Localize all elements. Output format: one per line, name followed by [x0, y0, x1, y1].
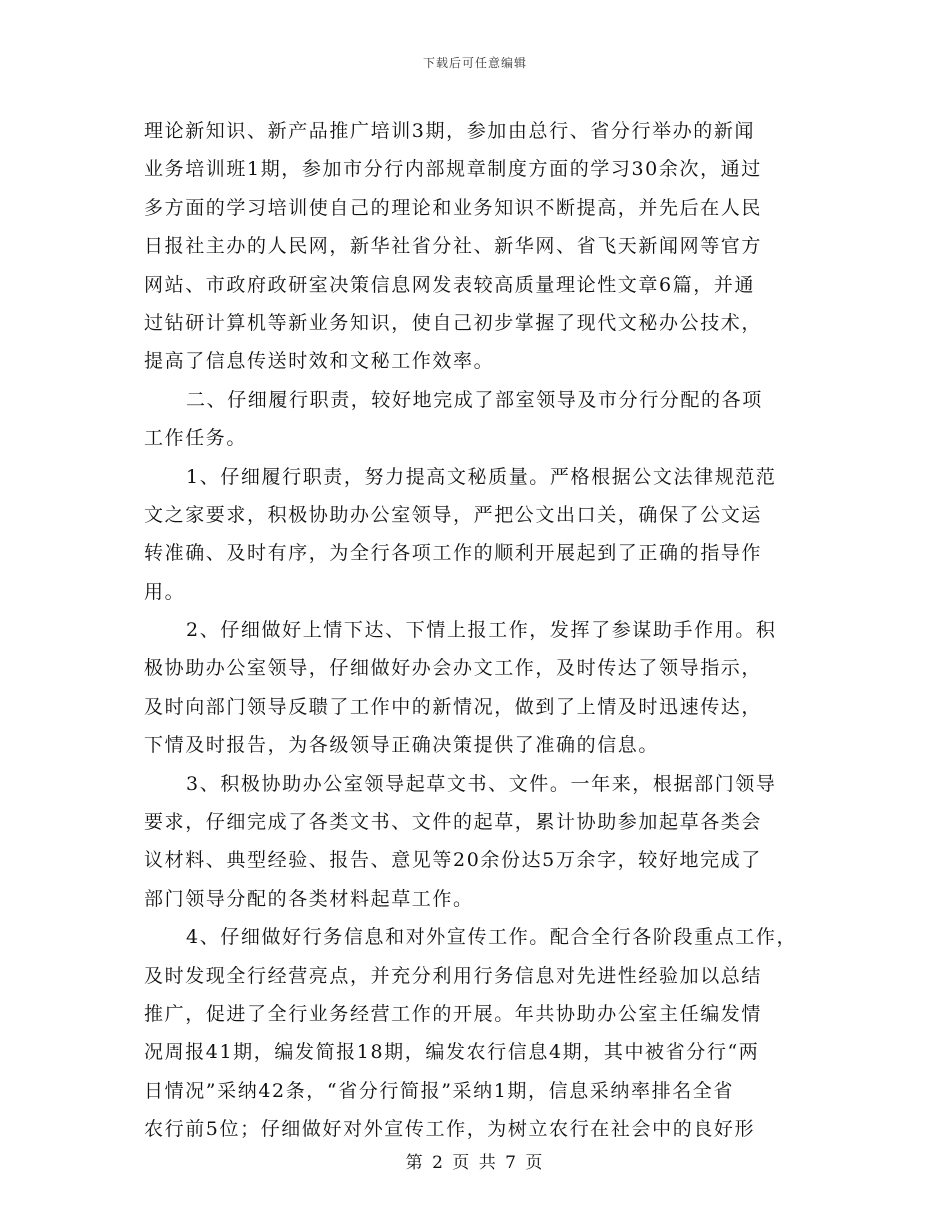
- section-heading-line: 二、仔细履行职责，较好地完成了部室领导及市分行分配的各项: [186, 388, 763, 411]
- text-line: 议材料、典型经验、报告、意见等20余份达5万余字，较好地完成了: [144, 849, 762, 872]
- text-line: 及时发现全行经营亮点，并充分利用行务信息对先进性经验加以总结: [144, 964, 763, 987]
- text-line: 理论新知识、新产品推广培训3期，参加由总行、省分行举办的新闻: [144, 120, 756, 142]
- paragraph-start-line: 4、仔细做好行务信息和对外宣传工作。配合全行各阶段重点工作，: [186, 926, 798, 949]
- paragraph-start-line: 2、仔细做好上情下达、下情上报工作，发挥了参谋助手作用。积: [186, 619, 777, 642]
- text-line: 极协助办公室领导，仔细做好办会办文工作，及时传达了领导指示，: [144, 657, 763, 680]
- document-body: [144, 112, 824, 1149]
- text-line: 日报社主办的人民网，新华社省分社、新华网、省飞天新闻网等官方: [144, 235, 763, 258]
- text-line: 工作任务。: [144, 427, 248, 450]
- text-line: 提高了信息传送时效和文秘工作效率。: [144, 350, 495, 373]
- text-line: 多方面的学习培训使自己的理论和业务知识不断提高，并先后在人民: [144, 196, 763, 219]
- text-line: 用。: [144, 580, 186, 603]
- text-line: 网站、市政府政研室决策信息网发表较高质量理论性文章6篇，并通: [144, 273, 756, 296]
- text-line: 过钻研计算机等新业务知识，使自己初步掌握了现代文秘办公技术，: [144, 311, 763, 334]
- text-line: 业务培训班1期，参加市分行内部规章制度方面的学习30余次，通过: [144, 158, 762, 181]
- page-number-footer: 第 2 页 共 7 页: [405, 1153, 545, 1173]
- text-line: 部门领导分配的各类材料起草工作。: [144, 887, 474, 910]
- paragraph-start-line: 1、仔细履行职责，努力提高文秘质量。严格根据公文法律规范范: [186, 465, 777, 488]
- text-line: 况周报41期，编发简报18期，编发农行信息4期，其中被省分行“两: [144, 1041, 760, 1064]
- text-line: 推广，促进了全行业务经营工作的开展。年共协助办公室主任编发情: [144, 1002, 763, 1025]
- text-line: 日情况”采纳42条，“省分行简报”采纳1期，信息采纳率排名全省: [144, 1079, 735, 1102]
- paragraph-start-line: 3、积极协助办公室领导起草文书、文件。一年来，根据部门领导: [186, 772, 777, 795]
- text-line: 下情及时报告，为各级领导正确决策提供了准确的信息。: [144, 734, 660, 757]
- text-line: 要求，仔细完成了各类文书、文件的起草，累计协助参加起草各类会: [144, 811, 763, 834]
- text-line: 农行前5位；仔细做好对外宣传工作，为树立农行在社会中的良好形: [144, 1118, 756, 1141]
- text-line: 及时向部门领导反聩了工作中的新情况，做到了上情及时迅速传达，: [144, 695, 763, 718]
- header-note: 下载后可任意编辑: [422, 56, 527, 70]
- text-line: 文之家要求，积极协助办公室领导，严把公文出口关，确保了公文运: [144, 503, 763, 526]
- text-line: 转准确、及时有序，为全行各项工作的顺利开展起到了正确的指导作: [144, 542, 763, 565]
